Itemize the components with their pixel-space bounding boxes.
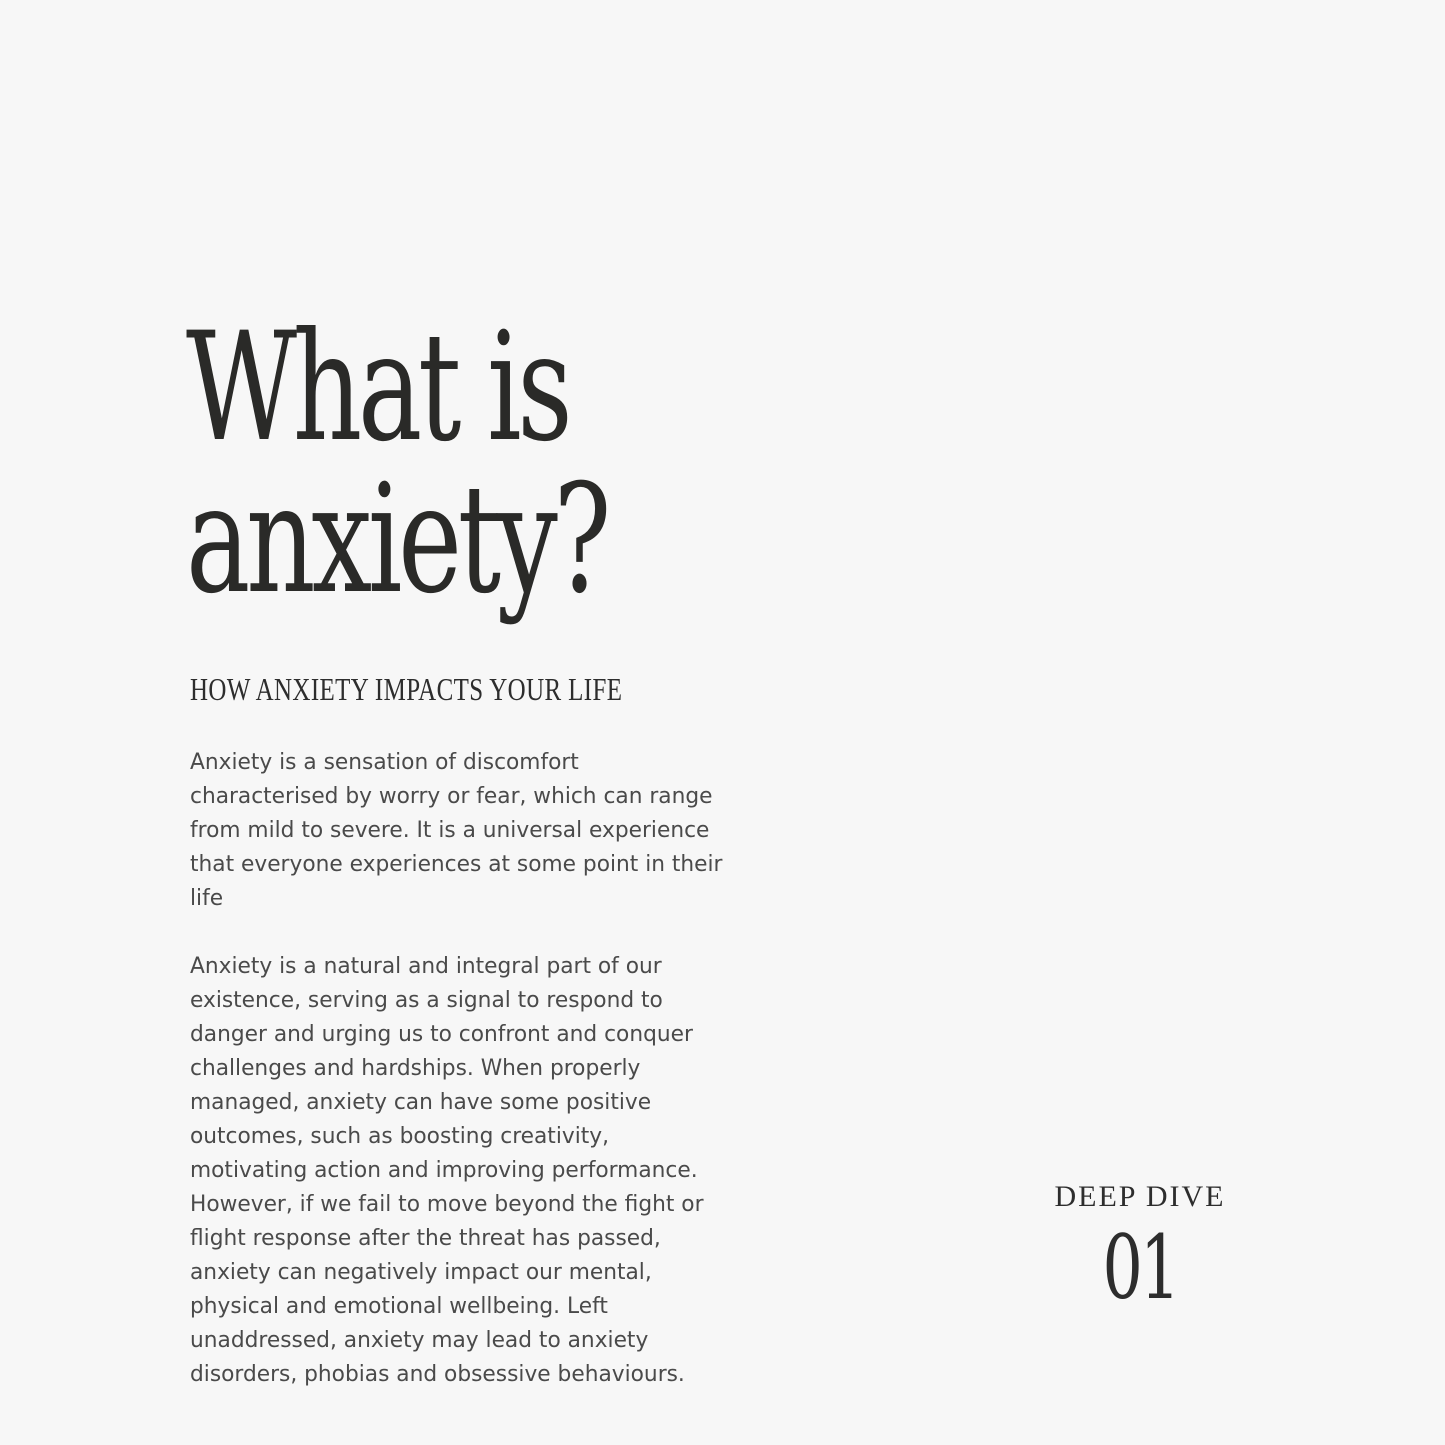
title-line-2: anxiety? <box>186 453 608 627</box>
body-paragraph-2: Anxiety is a natural and integral part of our existence, serving as a signal to respond to danger and urging us to confront and conquer challenges and hardships. When properly managed, anxiety can have some positive outcomes, such as boosting creativity, motivating action and improving performance. However, if we fail to move beyond the fight or flight response after the threat has passed, anxiety can negatively impact our mental, physical and emotional wellbeing. Left unaddressed, anxiety may lead to anxiety disorders, phobias and obsessive behaviours. <box>190 953 704 1387</box>
section-number: 01 <box>1102 1216 1178 1319</box>
section-label: DEEP DIVE <box>1054 1180 1226 1213</box>
page-title <box>186 301 608 627</box>
body-text <box>190 745 730 1425</box>
body-paragraph-1: Anxiety is a sensation of discomfort characterised by worry or fear, which can range from mild to severe. It is a universal experience that everyone experiences at some point in their life <box>190 749 723 911</box>
section-marker <box>1040 1180 1240 1319</box>
title-line-1: What is <box>186 301 569 475</box>
page-subtitle: HOW ANXIETY IMPACTS YOUR LIFE <box>190 671 623 707</box>
